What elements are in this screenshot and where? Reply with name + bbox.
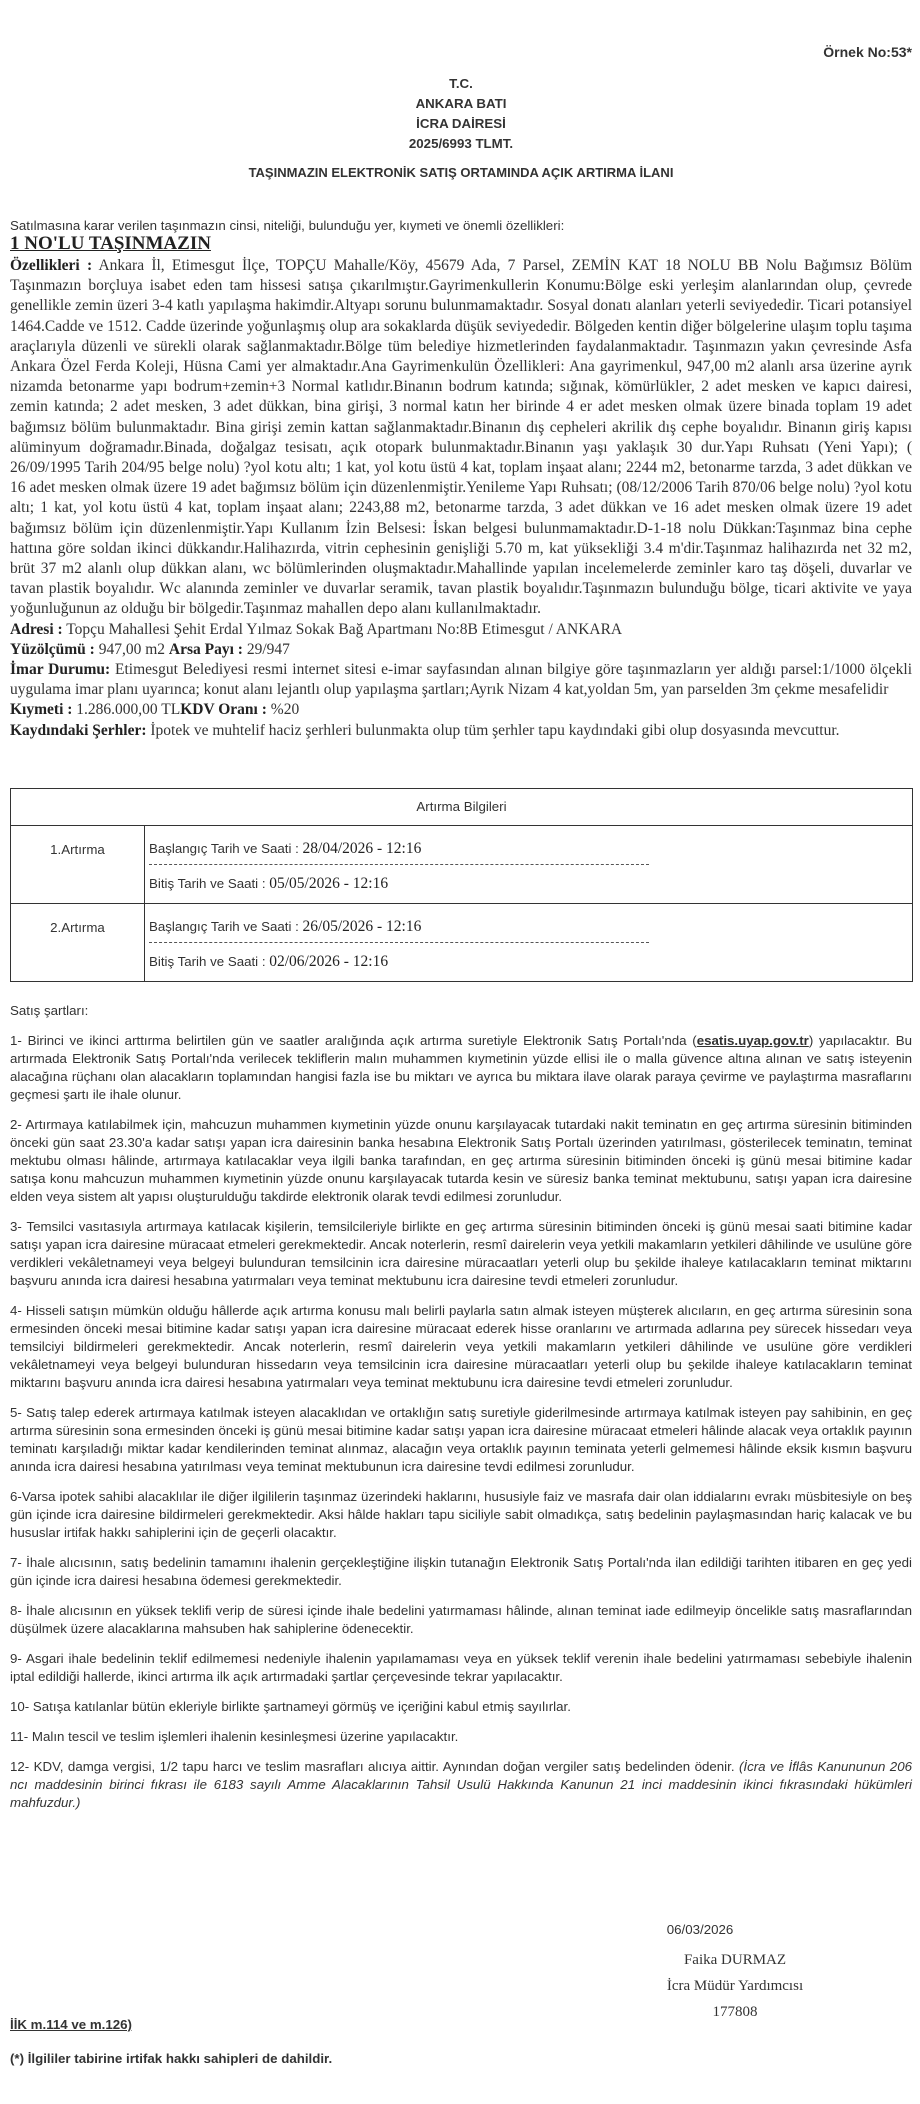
arsa-payi-value: 29/947	[246, 640, 290, 658]
table-row	[11, 826, 913, 904]
artirma-table-title: Artırma Bilgileri	[11, 789, 913, 826]
rule-9: 9- Asgari ihale bedelinin teklif edilmemesi nedeniyle ihalenin yapılamaması veya en yüksek teklif verenin ihale bedelini yatırmaması sebebiyle ihalenin iptal edildiği hallerde, ikinci artırma ilk açık artırmadaki şartlar çerçevesinde tekrar yapılacaktır.	[10, 1651, 912, 1684]
imar-text: Etimesgut Belediyesi resmi internet sitesi e-imar sayfasından alınan bilgiye göre taşınmazların yer aldığı parsel:1/1000 ölçekli uygulama imar planı uyarınca; konut alanı lejantlı olup yapılaşma şartları;Ayrık Nizam 4 kat,yoldan 5m, yan parselden 3m çekme mesafelidir	[10, 661, 913, 699]
adres-text: Topçu Mahallesi Şehit Erdal Yılmaz Sokak Bağ Apartmanı No:8B Etimesgut / ANKARA	[66, 620, 623, 638]
artirma-info	[145, 826, 913, 904]
rule-2: 2- Artırmaya katılabilmek için, mahcuzun muhammen kıymetinin yüzde onunu karşılayacak tutardaki nakit teminatın en geç artırma süresinin bitiminden önceki gün saat 23.30'a kadar satışı yapan icra dairesinin banka hesabına Elektronik Satış Portalı üzerinden yatırılması, gösterilecek teminatın, teminat mektubu olması hâlinde, artırmaya katılacaklar veya ilgili banka tarafından, en geç artırma süresinin bitiminden önceki iş günü mesai bitimine kadar satışa konu mahcuzun muhammen kıymetinin yüzde onunu karşılayacak tutarda kesin ve süresiz banka teminat mektubunu, satışı yapan icra dairesine elden veya sistem alt yapısı oluşturulduğu takdirde elektronik olarak tevdi edilmesi zorunludur.	[10, 1117, 912, 1204]
baslangic-line	[149, 918, 912, 936]
bitis-datetime: 05/05/2026 - 12:16	[269, 875, 389, 892]
rule-1-text-b: ) yapılacaktır. Bu artırmada Elektronik Satış Portalı'nda verilecek tekliflerin malın muhammen kıymetinin yüzde ellisi ile o malla güvence altına alınan ve satış isteyenin alacağına rüçhanı olan alacakların toplamından hangisi fazla ise bu miktarı ve ayrıca bu miktara ilave olarak paraya çevirme ve paylaştırma masraflarını geçmesi şartı ile ihale olunur.	[10, 1033, 912, 1102]
footer-note: (*) İlgililer tabirine irtifak hakkı sahipleri de dahildir.	[10, 2051, 333, 2066]
kdv-label: KDV Oranı :	[180, 701, 267, 719]
dashed-divider	[149, 864, 649, 865]
rule-12-text: 12- KDV, damga vergisi, 1/2 tapu harcı ve teslim masrafları alıcıya aittir. Aynından doğan vergiler satış bedelinden ödenir.	[10, 1759, 739, 1774]
yuzolcumu-value: 947,00 m2	[98, 640, 166, 658]
baslangic-datetime: 28/04/2026 - 12:16	[302, 840, 422, 857]
serhler-label: Kaydındaki Şerhler:	[10, 721, 147, 739]
bitis-datetime: 02/06/2026 - 12:16	[269, 953, 389, 970]
kiymeti-paragraph	[10, 700, 912, 720]
serhler-paragraph	[10, 721, 912, 741]
signer-name: Faika DURMAZ	[683, 1952, 787, 1968]
header-daire: İCRA DAİRESİ	[416, 116, 506, 131]
sartlar-label: Satış şartları:	[10, 1003, 89, 1018]
intro-text: Satılmasına karar verilen taşınmazın cinsi, niteliği, bulunduğu yer, kıymeti ve önemli özellikleri:	[10, 218, 565, 233]
baslangic-label: Başlangıç Tarih ve Saati :	[149, 841, 299, 856]
ozellikler-paragraph	[10, 256, 912, 620]
esatis-link[interactable]: esatis.uyap.gov.tr	[696, 1033, 809, 1048]
rule-12	[10, 1758, 912, 1812]
ozellikler-label: Özellikleri :	[10, 257, 93, 274]
artirma-table	[10, 788, 913, 982]
satis-sartlari	[10, 1002, 912, 1824]
bitis-label: Bitiş Tarih ve Saati :	[149, 876, 266, 891]
artirma-label: 2.Artırma	[11, 904, 145, 982]
rule-5: 5- Satış talep ederek artırmaya katılmak isteyen alacaklıdan ve ortaklığın satış suretiyle giderilmesinde artırmaya katılmak isteyen pay sahibinin, en geç artırma süresinin sona ermesinden önceki iş günü mesai bitimine kadar satışı yapan icra dairesine müracaat etmeleri hâlinde alacak veya ortaklık payının teminatı karşıladığı miktar kadar kendilerinden teminat alınmaz, alacağın veya ortaklık payının teminata yeterli gelmemesi hâlinde eksik kısmın başvuru anında icra dairesi hesabına yatırılması veya teminat mektubunun icra dairesine tevdi edilmesi zorunludur.	[10, 1405, 912, 1474]
baslangic-line	[149, 840, 912, 858]
rule-10: 10- Satışa katılanlar bütün ekleriyle birlikte şartnameyi görmüş ve içeriğini kabul etmiş sayılırlar.	[10, 1699, 571, 1714]
artirma-label: 1.Artırma	[11, 826, 145, 904]
bitis-label: Bitiş Tarih ve Saati :	[149, 954, 266, 969]
dashed-divider	[149, 942, 649, 943]
kiymeti-label: Kıymeti :	[10, 701, 73, 719]
imar-paragraph	[10, 660, 912, 700]
adres-paragraph	[10, 620, 912, 640]
header-tc: T.C.	[449, 76, 473, 91]
tasinmaz-details	[10, 256, 912, 741]
signer-sicil: 177808	[712, 2004, 758, 2020]
bitis-line	[149, 875, 912, 893]
yuzolcumu-label: Yüzölçümü :	[10, 640, 95, 658]
rule-1	[10, 1032, 912, 1104]
bitis-line	[149, 953, 912, 971]
document-header	[10, 74, 912, 154]
signature-block	[590, 1922, 880, 2025]
iik-reference-link[interactable]: İİK m.114 ve m.126)	[10, 2017, 132, 2032]
serhler-text: İpotek ve muhtelif haciz şerhleri bulunmakta olup tüm şerhler tapu kaydındaki gibi olup dosyasında mevcuttur.	[150, 721, 840, 739]
header-dosya-no: 2025/6993 TLMT.	[408, 136, 514, 151]
kdv-value: %20	[270, 701, 300, 719]
baslangic-datetime: 26/05/2026 - 12:16	[302, 918, 422, 935]
rule-3: 3- Temsilci vasıtasıyla artırmaya katılacak kişilerin, temsilcileriyle birlikte en geç artırma süresinin bitiminden önceki iş günü mesai saati bitimine kadar satışı yapan icra dairesine müracaat etmeleri gerekmektedir. Ancak noterlerin, resmî dairelerin veya yetkili makamların yetkileri dâhilinde ve usulüne göre verdikleri vekâletnameyi veya belgeyi bulunduran temsilcinin icra dairesine müracaatları yeterli olup bu şekilde ihaleye katılacakların teminat miktarını başvuru anında icra dairesi hesabına yatırmaları veya teminat mektubunu icra dairesine tevdi etmeleri zorunludur.	[10, 1219, 912, 1288]
rule-7: 7- İhale alıcısının, satış bedelinin tamamını ihalenin gerçekleştiğine ilişkin tutanağın Elektronik Satış Portalı'nda ilan edildiği tarihten itibaren en geç yedi gün içinde icra dairesi hesabına ödemesi gerekmektedir.	[10, 1555, 912, 1588]
kiymeti-value: 1.286.000,00 TL	[76, 701, 181, 719]
baslangic-label: Başlangıç Tarih ve Saati :	[149, 919, 299, 934]
rule-8: 8- İhale alıcısının en yüksek teklifi verip de süresi içinde ihale bedelini yatırmaması hâlinde, alınan teminat iade edilmeyip öncelikle satış masraflarından düşülmek üzere alacaklarına mahsuben hak sahiplerine ödenecektir.	[10, 1603, 912, 1636]
rule-4: 4- Hisseli satışın mümkün olduğu hâllerde açık artırma konusu malı belirli paylarla satın almak isteyen müşterek alıcıların, en geç artırma süresinin sona ermesinden önceki mesai bitimine kadar satışı yapan icra dairesine müracaat ederek hisse oranlarını ve artırmada adlarına pey sürecek hissedarı veya temsilciyi bildirmeleri gerekmektedir. Ancak noterlerin, resmî dairelerin veya yetkili makamların yetkileri dâhilinde ve usulüne göre verdikleri vekâletnameyi veya belgeyi bulunduran hissedarın veya temsilcinin icra dairesine müracaatları yeterli olup bu şekilde ihaleye katılacakların teminat miktarını başvuru anında icra dairesi hesabına yatırmaları veya teminat mektubunu icra dairesine tevdi etmeleri zorunludur.	[10, 1303, 912, 1390]
rule-1-text-a: 1- Birinci ve ikinci arttırma belirtilen gün ve saatler aralığında açık artırma suretiyle Elektronik Satış Portalı'nda (	[10, 1033, 697, 1048]
ozellikler-text: Ankara İl, Etimesgut İlçe, TOPÇU Mahalle/Köy, 45679 Ada, 7 Parsel, ZEMİN KAT 18 NOLU BB Nolu Bağımsız Bölüm Taşınmazın borçluya isabet eden tam hissesi satışa çıkarılmıştır.Gayrimenkullerin Konumu:Bölge eski yerleşim alanlarından olup, çevrede genellikle zemin üzeri 3-4 katlı yapılaşma hakimdir.Altyapı sorunu bulunmamaktadır. Sosyal donatı alanları yeterli seviyededir. Ticari potansiyel 1464.Cadde ve 1512. Cadde üzerinde yoğunlaşmış olup ara sokaklarda düşük seviyededir. Bölgeden kentin diğer bölgelerine ulaşım toplu taşıma araçlarıyla düzenli ve sürekli olarak sağlanmaktadır.Bölge tüm belediye hizmetlerinden faydalanmaktadır. Taşınmazın yakın çevresinde Asfa Ankara Özel Ferda Koleji, Hüsna Cami yer almaktadır.Ana Gayrimenkulün Özellikleri: Ana gayrimenkul, 947,00 m2 alanlı arsa üzerine ayrık nizamda betonarme yapı bodrum+zemin+3 Normal katlıdır.Binanın bodrum katında; sığınak, kömürlükler, 2 adet mesken ve kapıcı dairesi, zemin katında; 2 adet mesken, 3 adet dükkan, bina girişi, 3 normal katın her birinde 4 er adet mesken olmak üzere binada toplam 19 adet bağımsız bölüm bulunmaktadır. Bina girişi zemin kattan sağlanmaktadır.Binanın dış cepheleri akrilik dış cephe boyalıdır. Binanın giriş kapısı alüminyum doğramadır.Binada, doğalgaz tesisatı, açık otopark bulunmaktadır.Binanın yaşı yaklaşık 30 dur.Yapı Ruhsatı (Yeni Yapı); ( 26/09/1995 Tarih 204/95 belge nolu) ?yol kotu altı; 1 kat, yol kotu üstü 4 kat, toplam inşaat alanı; 2244 m2, betonarme tarzda, 3 adet dükkan ve 16 adet mesken olmak üzere 19 adet bağımsız bölüm için düzenlenmiştir.Yenileme Yapı Ruhsatı; (08/12/2006 Tarih 870/06 belge nolu) ?yol kotu altı; 1 kat, yol kotu üstü 4 kat, toplam inşaat alanı; 2243,88 m2, betonarme tarzda, 3 adet dükkan ve 16 adet mesken olmak üzere 19 adet bağımsız bölüm için düzenlenmiştir.Yapı Kullanım İzin Belsesi: İskan belgesi bulunmamaktadır.D-1-18 nolu Dükkan:Taşınmaz bina cephe hattına göre soldan ikinci dükkandır.Halihazırda, vitrin cephesinin genişliği 5.70 m, kat yüksekliği 3.4 m'dir.Taşınmaz halihazırda net 32 m2, brüt 37 m2 alanlı olup dükkan alanı, wc bölümlerinden oluşmaktadır.Mahallinde yapılan incelemelerde zeminler karo taş döşeli, duvarlar ve tavan plastik boyalıdır. Wc alanında zeminler ve duvarlar seramik, tavan plastik boyalıdır.Taşınmazın bulunduğu bölge, ticari aktivite ve yaya yoğunluğunun az olduğu bir bölgedir.Taşınmaz mahallen depo alanı kullanılmaktadır.	[10, 257, 912, 618]
rule-11: 11- Malın tescil ve teslim işlemleri ihalenin kesinleşmesi üzerine yapılacaktır.	[10, 1729, 459, 1744]
adres-label: Adresi :	[10, 620, 63, 638]
table-row	[11, 904, 913, 982]
header-mahkeme: ANKARA BATI	[415, 96, 507, 111]
yuzolcumu-paragraph	[10, 640, 912, 660]
signature-date: 06/03/2026	[666, 1922, 734, 1937]
ornek-number: Örnek No:53*	[823, 44, 912, 60]
artirma-info	[145, 904, 913, 982]
ilan-title: TAŞINMAZIN ELEKTRONİK SATIŞ ORTAMINDA AÇIK ARTIRMA İLANI	[248, 165, 674, 180]
signer-title: İcra Müdür Yardımcısı	[666, 1978, 804, 1994]
arsa-payi-label: Arsa Payı :	[168, 640, 243, 658]
rule-6: 6-Varsa ipotek sahibi alacaklılar ile diğer ilgililerin taşınmaz üzerindeki haklarını, hususiyle faiz ve masrafa dair olan iddialarını evrakı müsbitesiyle on beş gün içinde icra dairesine bildirmeleri gerekmektedir. Aksi hâlde hakları tapu siciliyle sabit olmadıkça, satış bedelinin paylaşmasından hariç kalacak ve bu hususlar irtifak hakkı sahiplerini için de geçerli olacaktır.	[10, 1489, 912, 1540]
tasinmaz-title: 1 NO'LU TAŞINMAZIN	[10, 233, 211, 254]
rule-12-italic: (İcra ve İflâs Kanununun 206 ncı maddesinin birinci fıkrası ile 6183 sayılı Amme Alacaklarının Tahsil Usulü Hakkında Kanunun 21 inci maddesinin ikinci fıkrasındaki hükümleri mahfuzdur.)	[10, 1759, 912, 1810]
imar-label: İmar Durumu:	[10, 661, 111, 679]
